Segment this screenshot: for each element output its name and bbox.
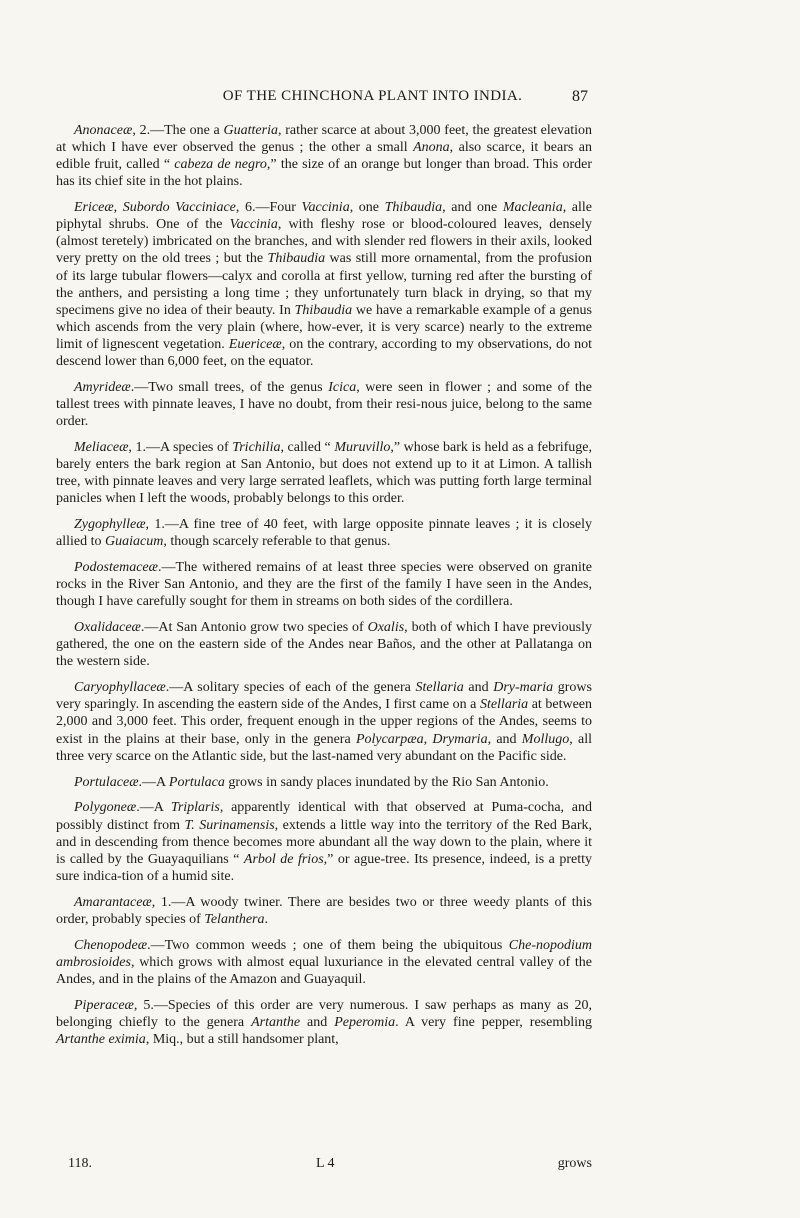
text-run: , 1.—A fine tree of 40 feet, with large opposite pinnate leaves ; it is closely allied to xyxy=(56,517,592,550)
text-run: ,” the size of an orange but longer than broad. This order has its chief site in the hot plains. xyxy=(56,157,592,190)
text-run: , and one xyxy=(442,200,503,216)
text-run: at between 2,000 and 3,000 feet. This order, frequent enough in the upper regions of the Andes, seems to exist in the plains at their base, only in the genera xyxy=(56,697,593,747)
text-run: , and xyxy=(487,731,522,747)
paragraph xyxy=(56,679,592,764)
italic-run: Che-nopodium ambrosioides xyxy=(56,937,592,970)
text-run: , one xyxy=(349,200,385,216)
text-run: , 6.—Four xyxy=(235,200,302,216)
text-run: , both of which I have previously gathered, the one on the eastern side of the Andes near Baños, and the other at Pallatanga on the western side. xyxy=(56,620,592,670)
paragraph xyxy=(56,439,592,507)
italic-run: Trichilia xyxy=(232,439,281,455)
italic-run: Meliaceæ xyxy=(74,439,129,455)
italic-run: Macleania xyxy=(502,200,563,216)
paragraph xyxy=(56,122,592,190)
italic-run: Mollugo xyxy=(521,731,570,747)
italic-run: Oxalis xyxy=(367,620,405,636)
text-run: , which grows with almost equal luxuriance in the elevated central valley of the Andes, and in the plains of the Amazon and Guayaquil. xyxy=(56,954,592,987)
text-run: , all three very scarce on the Atlantic side, but the last-named very abundant on the Pacific side. xyxy=(56,731,592,764)
text-run: , 1.—A woody twiner. There are besides two or three weedy plants of this order, probably species of xyxy=(56,894,592,927)
text-run: , rather scarce at about 3,000 feet, the greatest elevation at which I have ever observed the genus ; the other a small xyxy=(56,123,592,156)
italic-run: Thibaudia xyxy=(384,200,443,216)
italic-run: Oxalidaceæ xyxy=(74,620,141,636)
italic-run: Artanthe eximia xyxy=(56,1031,146,1047)
italic-run: Drymaria xyxy=(432,731,488,747)
italic-run: Caryophyllaceæ xyxy=(74,680,166,696)
signature-mark: 118. xyxy=(68,1156,92,1171)
italic-run: cabeza de negro xyxy=(174,157,267,173)
italic-run: Stellaria xyxy=(479,697,529,713)
italic-run: Vaccinia xyxy=(301,200,350,216)
page-footer xyxy=(56,1156,592,1176)
text-run: , extends a little way into the territory of the Red Bark, and in descending from thence becomes more abundant all the way down to the plain, where it is called by the Guayaquilians “ xyxy=(56,817,592,867)
text-run: .—A xyxy=(136,800,171,816)
text-run: and xyxy=(300,1014,335,1030)
page-number: 87 xyxy=(572,88,588,105)
text-run: , on the contrary, according to my observations, do not descend lower than 6,000 feet, on the equator. xyxy=(56,336,592,370)
italic-run: Triplaris xyxy=(170,800,220,816)
text-run: , 1.—A species of xyxy=(128,439,233,455)
text-run: ,” whose bark is held as a febrifuge, barely enters the bark region at San Antonio, but does not extend up to it at Limon. A tallish tree, with pinnate leaves and very large serrated leaflets, which was putting forth large terminal panicles when I left the woods, probably belongs to this order. xyxy=(56,439,592,507)
catchword: grows xyxy=(557,1156,592,1171)
italic-run: Muruvillo xyxy=(334,439,391,455)
italic-run: Anona xyxy=(413,140,450,156)
paragraph xyxy=(56,894,592,928)
italic-run: Peperomia xyxy=(334,1014,396,1030)
italic-run: Artanthe xyxy=(251,1014,301,1030)
paragraph xyxy=(56,379,592,430)
sheet-mark: L 4 xyxy=(316,1156,335,1171)
paragraph xyxy=(56,199,592,370)
text-run: , Miq., but a still handsomer plant, xyxy=(145,1031,339,1047)
text-run: .—A solitary species of each of the genera xyxy=(165,680,416,696)
text-run: , were seen in flower ; and some of the tallest trees with pinnate leaves, I have no doubt, from their resi-nous juice, belong to the same order. xyxy=(56,379,592,430)
text-run: , alle piphytal shrubs. One of the xyxy=(56,200,592,233)
italic-run: Anonaceæ xyxy=(74,123,133,138)
text-run: was still more ornamental, from the profusion of its large tubular flowers—calyx and corolla at first yellow, turning red after the bursting of the anthers, and persisting a long time ; they unfortunately turn black in drying, so that my specimens give no idea of their beauty. In xyxy=(56,251,592,318)
text-run: grows in sandy places inundated by the Rio San Antonio. xyxy=(224,774,549,790)
italic-run: Guaiacum xyxy=(105,534,164,550)
italic-run: Thibaudia xyxy=(294,302,353,318)
text-run: ,” or ague-tree. Its presence, indeed, is a pretty sure indica-tion of a humid site. xyxy=(56,851,593,884)
text-run: we have a remarkable example of a genus which ascends from the very plain (where, how-ever, it is very scarce) nearly to the extreme limit of lignescent vegetation. xyxy=(56,302,592,352)
text-run: , 5.—Species of this order are very numerous. I saw perhaps as many as 20, belonging chiefly to the genera xyxy=(56,997,592,1030)
text-run: grows very sparingly. In ascending the eastern side of the Andes, I first came on a xyxy=(56,680,592,713)
italic-run: Vaccinia xyxy=(229,217,278,233)
text-run: .—The withered remains of at least three species were observed on granite rocks in the River San Antonio, and they are the first of the family I have seen in the Andes, though I have carefully sought for them in streams on both sides of the cordillera. xyxy=(56,560,592,610)
text-run: .—At San Antonio grow two species of xyxy=(140,620,368,636)
text-run: .—Two common weeds ; one of them being the ubiquitous xyxy=(147,937,509,953)
paragraph xyxy=(56,774,592,791)
italic-run: Stellaria xyxy=(415,680,464,696)
text-run: , xyxy=(423,731,433,747)
italic-run: Euericeæ xyxy=(228,336,282,352)
italic-run: Podostemaceæ xyxy=(74,560,158,576)
paragraph xyxy=(56,516,592,550)
italic-run: Icica xyxy=(328,379,357,395)
text-run: , 2.—The one a xyxy=(132,123,224,138)
italic-run: Portulaceæ xyxy=(74,774,139,790)
running-title: OF THE CHINCHONA PLANT INTO INDIA. xyxy=(222,88,523,104)
italic-run: Ericeæ, Subordo Vacciniace xyxy=(74,200,236,216)
italic-run: Polygoneæ xyxy=(74,800,137,816)
text-run: , though scarcely referable to that genus. xyxy=(163,534,391,550)
paragraph xyxy=(56,559,592,610)
italic-run: Polycarpæa xyxy=(355,731,424,747)
text-run: , also scarce, it bears an edible fruit, called “ xyxy=(56,140,592,173)
italic-run: Amyrideæ xyxy=(74,379,131,395)
italic-run: Thibaudia xyxy=(267,251,326,267)
text-run: , called “ xyxy=(280,439,335,455)
text-run: and xyxy=(463,680,494,696)
text-run: . xyxy=(264,911,268,927)
italic-run: Amarantaceæ xyxy=(74,894,152,910)
paragraph xyxy=(56,997,592,1048)
italic-run: T. Surinamensis xyxy=(184,817,275,833)
italic-run: Dry-maria xyxy=(493,680,554,696)
text-run: .—A xyxy=(138,774,169,790)
italic-run: Guatteria xyxy=(223,123,278,138)
text-run: , with fleshy rose or blood-coloured leaves, densely (almost teretely) imbricated on the branches, and with slender red flowers in their axils, looked very pretty on the old trees ; but the xyxy=(56,217,592,267)
italic-run: Piperaceæ xyxy=(74,997,134,1013)
italic-run: Chenopodeæ xyxy=(74,937,148,953)
text-run: , apparently identical with that observed at Puma-cocha, and possibly distinct from xyxy=(56,800,593,833)
italic-run: Arbol de frios xyxy=(243,851,324,867)
italic-run: Zygophylleæ xyxy=(74,517,146,533)
italic-run: Telanthera xyxy=(204,911,265,927)
text-run: .—Two small trees, of the genus xyxy=(130,379,329,395)
paragraph xyxy=(56,799,592,884)
italic-run: Portulaca xyxy=(168,774,225,790)
text-run: . A very fine pepper, resembling xyxy=(395,1014,592,1030)
paragraph xyxy=(56,937,592,988)
paragraph xyxy=(56,619,592,670)
page-body xyxy=(56,122,592,1057)
